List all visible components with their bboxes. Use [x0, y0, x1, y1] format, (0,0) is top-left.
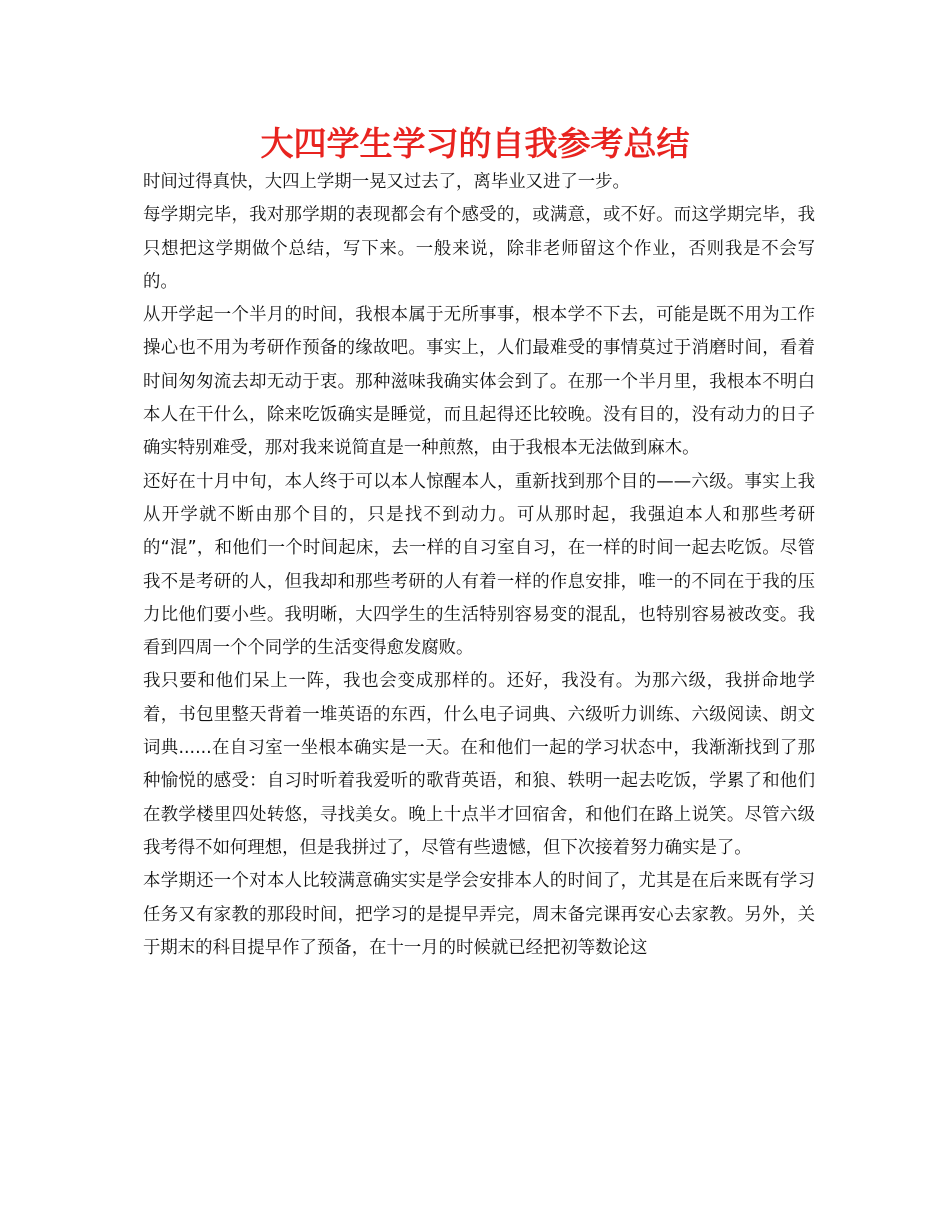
paragraph: 时间过得真快，大四上学期一晃又过去了，离毕业又进了一步。: [143, 172, 630, 192]
paragraph: 每学期完毕，我对那学期的表现都会有个感受的，或满意，或不好。而这学期完毕，我只想把这学期做个总结，写下来。一般来说，除非老师留这个作业，否则我是不会写的。: [143, 205, 815, 292]
paragraph: 从开学起一个半月的时间，我根本属于无所事事，根本学不下去，可能是既不用为工作操心也不用为考研作预备的缘故吧。事实上，人们最难受的事情莫过于消磨时间，看着时间匆匆流去却无动于衷。那种滋味我确实体会到了。在那一个半月里，我根本不明白本人在干什么，除来吃饭确实是睡觉，而且起得还比较晚。没有目的，没有动力的日子确实特别难受，那对我来说简直是一种煎熬，由于我根本无法做到麻木。: [143, 305, 815, 459]
document-title: 大四学生学习的自我参考总结: [260, 124, 690, 163]
paragraph: 我只要和他们呆上一阵，我也会变成那样的。还好，我没有。为那六级，我拼命地学着，书包里整天背着一堆英语的东西，什么电子词典、六级听力训练、六级阅读、朗文词典......在自习室一坐根本确实是一天。在和他们一起的学习状态中，我渐渐找到了那种愉悦的感受：自习时听着我爱听的歌背英语，和狼、轶明一起去吃饭，学累了和他们在教学楼里四处转悠，寻找美女。晚上十点半才回宿舍，和他们在路上说笑。尽管六级我考得不如何理想，但是我拼过了，尽管有些遗憾，但下次接着努力确实是了。: [143, 671, 815, 858]
paragraph: 本学期还一个对本人比较满意确实实是学会安排本人的时间了，尤其是在后来既有学习任务又有家教的那段时间，把学习的是提早弄完，周末备完课再安心去家教。另外，关于期末的科目提早作了预备，在十一月的时候就已经把初等数论这: [143, 871, 815, 958]
paragraph: 还好在十月中旬，本人终于可以本人惊醒本人，重新找到那个目的——六级。事实上我从开学就不断由那个目的，只是找不到动力。可从那时起，我强迫本人和那些考研的“混”，和他们一个时间起床，去一样的自习室自习，在一样的时间一起去吃饭。尽管我不是考研的人，但我却和那些考研的人有着一样的作息安排，唯一的不同在于我的压力比他们要小些。我明晰，大四学生的生活特别容易变的混乱，也特别容易被改变。我看到四周一个个同学的生活变得愈发腐败。: [143, 471, 815, 659]
document-body: [143, 166, 815, 965]
